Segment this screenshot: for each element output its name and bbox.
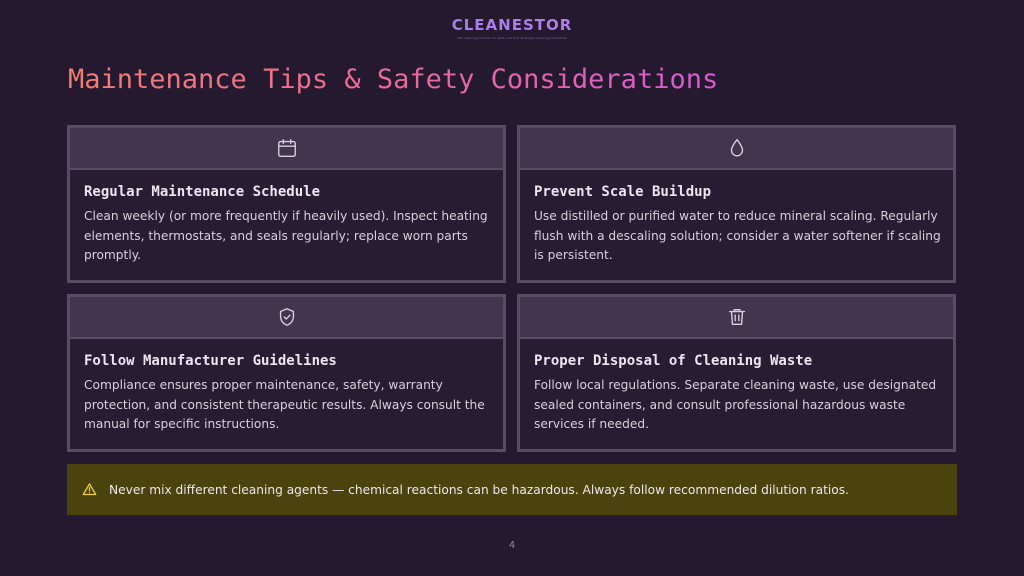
warning-banner [67, 464, 957, 515]
warning-text: Never mix different cleaning agents — chemical reactions can be hazardous. Always follow recommended dilution ratios. [109, 482, 849, 497]
water-drop-icon [726, 137, 748, 159]
card-title: Follow Manufacturer Guidelines [84, 353, 337, 369]
card-maintenance-schedule [67, 125, 506, 283]
warning-triangle-icon [82, 482, 97, 497]
card-title: Regular Maintenance Schedule [84, 184, 321, 200]
slide-title: Maintenance Tips & Safety Considerations [68, 64, 719, 95]
card-text: Use distilled or purified water to reduce mineral scaling. Regularly flush with a descaling solution; consider a water softener if scaling is persistent. [534, 209, 941, 262]
brand-name: CLEANESTOR [0, 16, 1024, 34]
card-prevent-scale [517, 125, 956, 283]
card-header [70, 128, 503, 170]
card-text: Follow local regulations. Separate cleaning waste, use designated sealed containers, and consult professional hazardous waste services if needed. [534, 378, 937, 431]
brand-tagline: The Leading Choice for Safe and Eco-Friendly Cleaning Solutions [457, 36, 567, 40]
card-title: Prevent Scale Buildup [534, 184, 712, 200]
calendar-icon [276, 137, 298, 159]
card-text: Compliance ensures proper maintenance, safety, warranty protection, and consistent therapeutic results. Always consult the manual for specific instructions. [84, 378, 485, 431]
card-title: Proper Disposal of Cleaning Waste [534, 353, 813, 369]
card-manufacturer-guidelines [67, 294, 506, 452]
card-waste-disposal [517, 294, 956, 452]
trash-icon [726, 306, 748, 328]
card-header [520, 297, 953, 339]
card-header [70, 297, 503, 339]
brand-logo [0, 16, 1024, 40]
card-header [520, 128, 953, 170]
card-text: Clean weekly (or more frequently if heavily used). Inspect heating elements, thermostats, and seals regularly; replace worn parts promptly. [84, 209, 488, 262]
shield-check-icon [276, 306, 298, 328]
page-number: 4 [508, 540, 516, 551]
